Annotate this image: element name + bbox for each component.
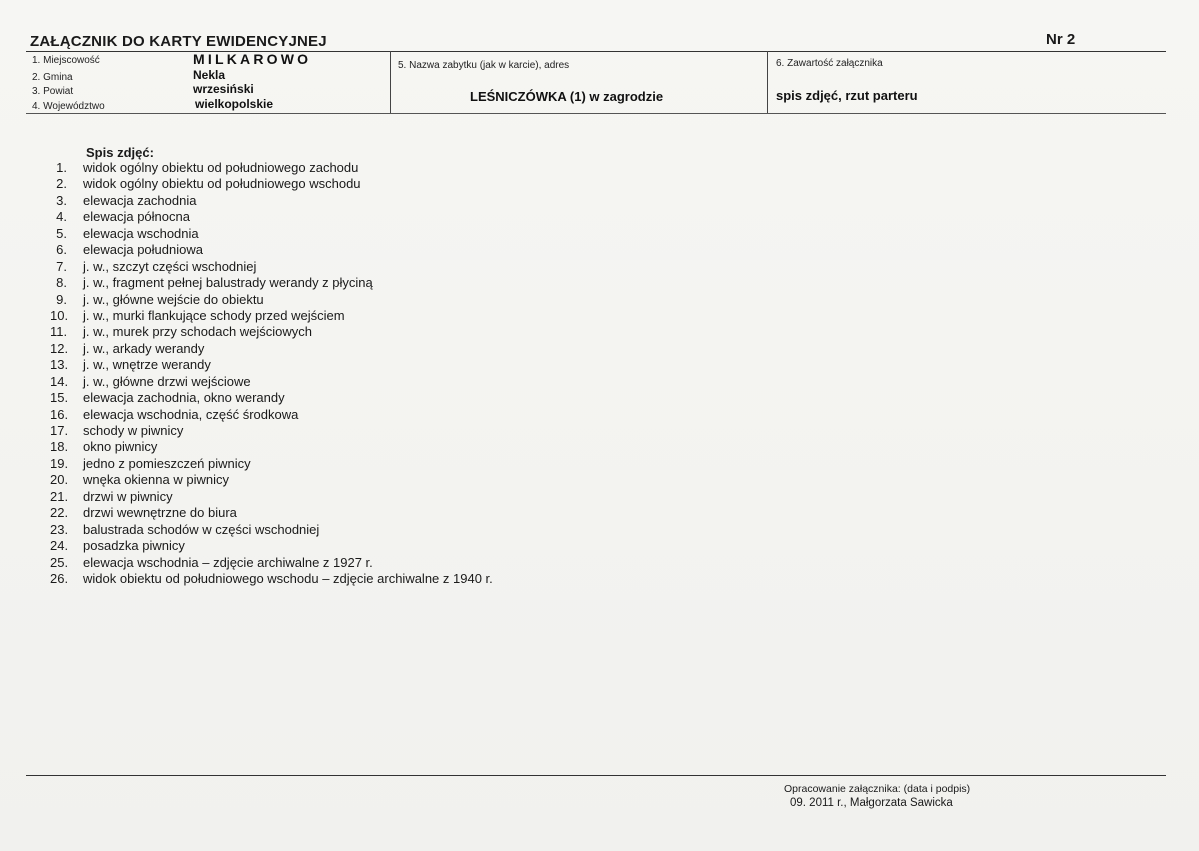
photo-list-item [50, 292, 493, 308]
photo-item-number: 12. [50, 340, 69, 356]
photo-list-item [50, 357, 493, 373]
field-label-town: 1. Miejscowość [32, 55, 100, 66]
photo-item-number: 15. [50, 390, 69, 406]
monument-name: LEŚNICZÓWKA (1) w zagrodzie [470, 89, 664, 104]
photo-list-item [50, 571, 493, 587]
photo-item-text: balustrada schodów w części wschodniej [83, 521, 320, 537]
photo-item-number: 1. [56, 160, 67, 175]
photo-item-number: 18. [50, 439, 69, 455]
photo-item-number: 20. [50, 472, 69, 488]
photo-list-heading: Spis zdjęć: [86, 145, 154, 160]
photo-item-number: 19. [50, 455, 69, 471]
photo-item-text: elewacja wschodnia, część środkowa [83, 406, 299, 422]
photo-list-item [50, 275, 493, 291]
photo-item-text: elewacja południowa [83, 242, 203, 258]
photo-item-number: 24. [50, 538, 69, 554]
field-value-commune: Nekla [193, 68, 226, 82]
photo-item-text: jedno z pomieszczeń piwnicy [83, 455, 251, 471]
photo-list-item [50, 193, 493, 209]
photo-item-number: 10. [50, 307, 69, 323]
divider-monument-contents [767, 51, 768, 113]
photo-item-text: widok ogólny obiektu od południowego wschodu [83, 176, 361, 192]
field-label-district: 3. Powiat [32, 86, 74, 97]
photo-item-text: elewacja zachodnia [83, 192, 197, 208]
photo-item-number: 9. [56, 291, 67, 307]
photo-item-number: 16. [50, 406, 69, 422]
photo-item-number: 25. [50, 554, 69, 570]
photo-list-item [50, 176, 493, 192]
photo-item-number: 21. [50, 488, 69, 504]
field-value-voivodeship: wielkopolskie [195, 97, 274, 111]
photo-list-item [50, 374, 493, 390]
photo-list-item [50, 407, 493, 423]
photo-item-number: 13. [50, 357, 69, 373]
photo-item-number: 3. [56, 192, 67, 208]
photo-list-item [50, 209, 493, 225]
photo-item-text: elewacja północna [83, 209, 190, 225]
photo-list-item [50, 423, 493, 439]
photo-item-text: okno piwnicy [83, 439, 158, 455]
photo-list-item [50, 439, 493, 455]
footer-rule [26, 775, 1166, 776]
photo-list-item [50, 259, 493, 275]
footer-label: Opracowanie załącznika: (data i podpis) [784, 783, 971, 795]
photo-list-item [50, 472, 493, 488]
photo-list-item [50, 505, 493, 521]
footer-signature: 09. 2011 r., Małgorzata Sawicka [790, 797, 953, 809]
photo-list-item [50, 242, 493, 258]
photo-list-item [50, 160, 493, 176]
photo-item-text: widok obiektu od południowego wschodu – zdjęcie archiwalne z 1940 r. [83, 570, 493, 586]
photo-item-text: widok ogólny obiektu od południowego zachodu [83, 160, 359, 175]
photo-item-text: j. w., szczyt części wschodniej [83, 258, 257, 274]
photo-item-number: 23. [50, 521, 69, 537]
document-title: ZAŁĄCZNIK DO KARTY EWIDENCYJNEJ [30, 33, 327, 50]
photo-item-number: 7. [56, 258, 67, 274]
divider-fields-monument [390, 51, 391, 113]
photo-item-number: 5. [56, 225, 67, 241]
photo-item-text: schody w piwnicy [83, 423, 184, 438]
contents-value: spis zdjęć, rzut parteru [776, 88, 918, 103]
photo-item-number: 26. [50, 570, 69, 586]
photo-item-number: 2. [56, 176, 67, 192]
photo-item-text: j. w., główne drzwi wejściowe [83, 373, 251, 389]
photo-item-text: j. w., główne wejście do obiektu [83, 291, 264, 307]
photo-item-text: j. w., murek przy schodach wejściowych [83, 324, 313, 340]
field-label-voivodeship: 4. Województwo [32, 101, 105, 112]
photo-item-text: j. w., arkady werandy [83, 340, 205, 356]
photo-item-number: 8. [56, 275, 67, 291]
photo-item-number: 11. [50, 324, 68, 340]
document-number: Nr 2 [1046, 31, 1076, 48]
photo-item-text: j. w., fragment pełnej balustrady werandy z płyciną [83, 275, 373, 291]
photo-item-number: 6. [56, 242, 67, 258]
photo-item-text: elewacja zachodnia, okno werandy [83, 390, 285, 406]
photo-item-text: elewacja wschodnia – zdjęcie archiwalne z 1927 r. [83, 554, 373, 570]
photo-list-item [50, 324, 493, 340]
photo-item-number: 17. [50, 423, 69, 438]
photo-item-text: j. w., murki flankujące schody przed wejściem [83, 307, 345, 323]
field-value-town: MILKAROWO [193, 51, 312, 67]
photo-list-item [50, 390, 493, 406]
contents-label: 6. Zawartość załącznika [776, 58, 883, 69]
photo-item-number: 14. [50, 373, 69, 389]
field-label-commune: 2. Gmina [32, 72, 73, 83]
photo-list-item [50, 308, 493, 324]
photo-list [50, 160, 493, 587]
photo-item-text: drzwi wewnętrzne do biura [83, 505, 237, 521]
photo-list-item [50, 489, 493, 505]
field-value-district: wrzesiński [193, 82, 254, 96]
photo-item-text: elewacja wschodnia [83, 225, 199, 241]
photo-item-text: j. w., wnętrze werandy [83, 357, 211, 373]
photo-list-item [50, 456, 493, 472]
photo-item-text: posadzka piwnicy [83, 538, 185, 554]
photo-list-item [50, 341, 493, 357]
monument-label: 5. Nazwa zabytku (jak w karcie), adres [398, 60, 570, 71]
photo-item-text: wnęka okienna w piwnicy [83, 472, 229, 488]
photo-list-item [50, 555, 493, 571]
header-bottom-rule [26, 113, 1166, 114]
photo-item-number: 4. [56, 209, 67, 225]
photo-item-number: 22. [50, 505, 69, 521]
photo-list-item [50, 522, 493, 538]
photo-item-text: drzwi w piwnicy [83, 488, 173, 504]
photo-list-item [50, 226, 493, 242]
photo-list-item [50, 538, 493, 554]
